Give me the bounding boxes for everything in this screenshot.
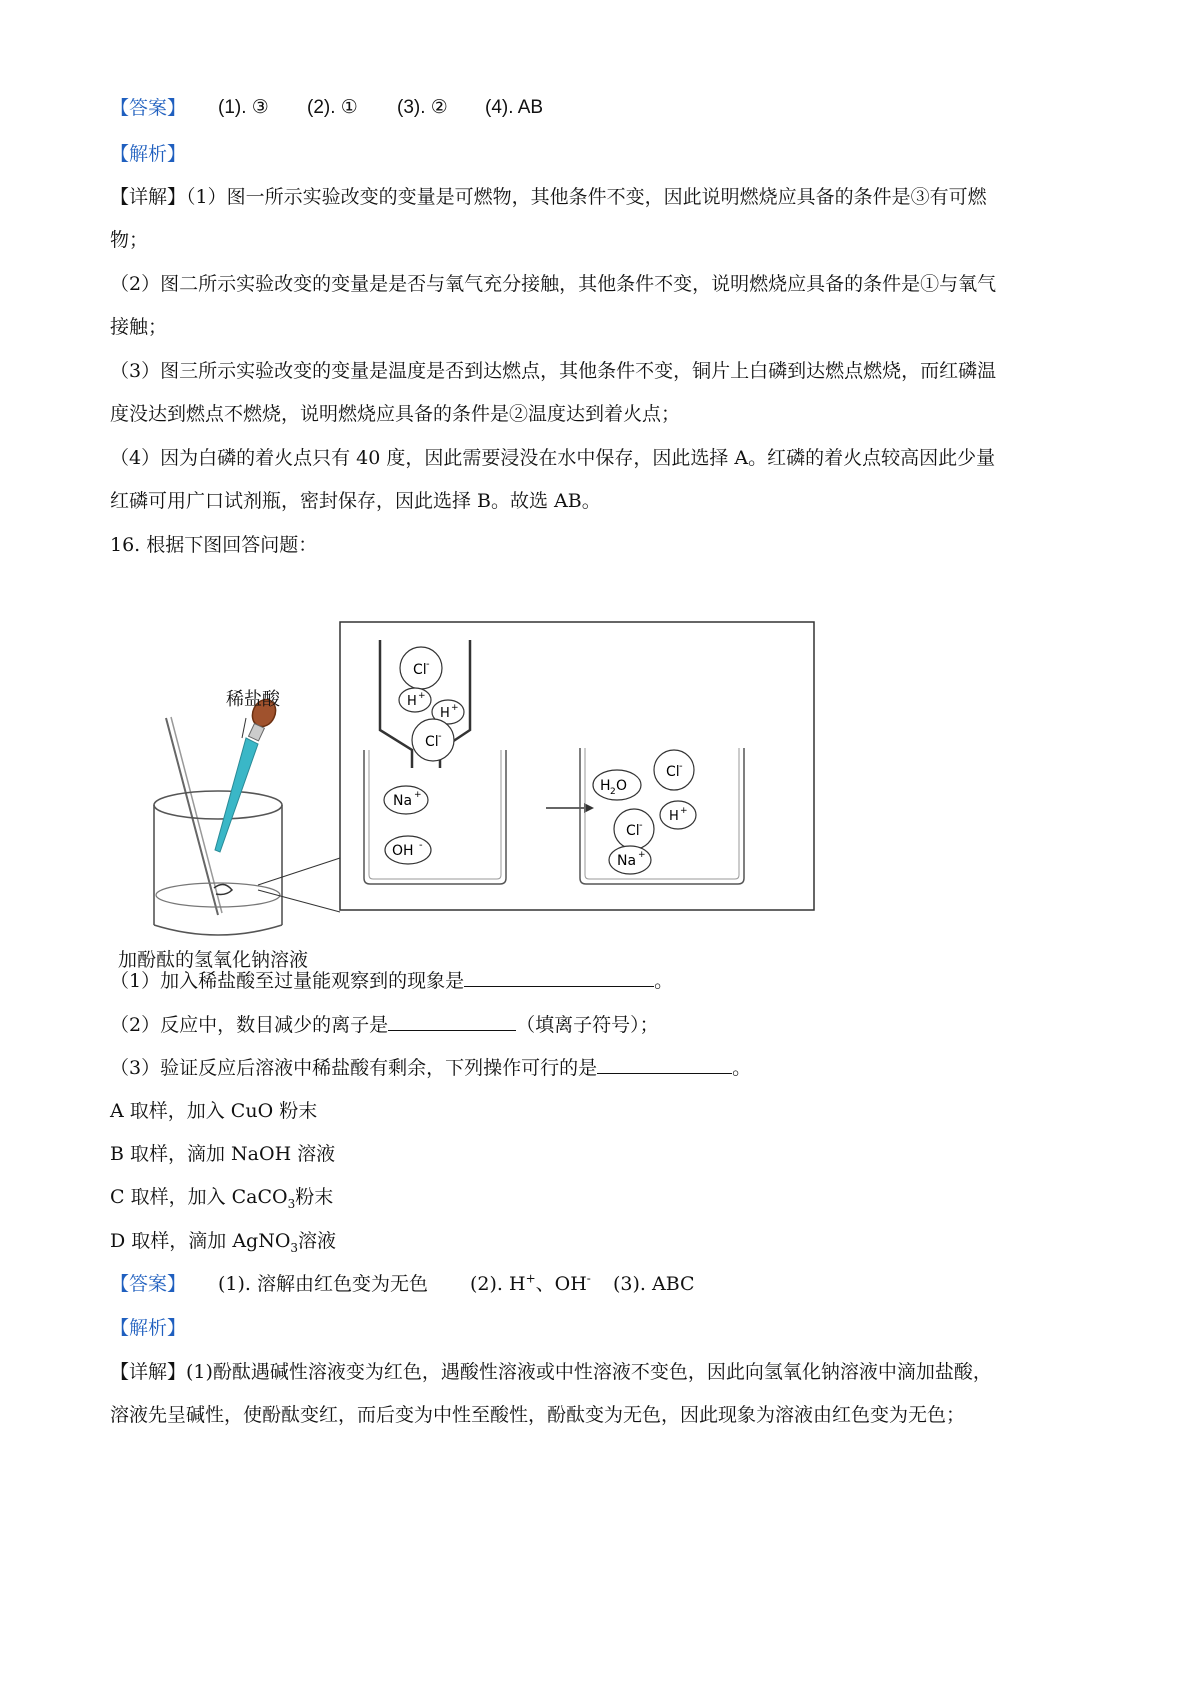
option-d: [110, 1229, 336, 1253]
q15-analysis-label: 【解析】: [110, 143, 187, 165]
glass-rod: [166, 718, 218, 915]
answer-label: 【答案】: [110, 1273, 187, 1295]
q15-answer-1: (1). ③: [218, 97, 269, 118]
ion-cl: [614, 809, 654, 849]
ion-cl: [654, 750, 694, 790]
svg-text:Cl: Cl: [425, 734, 439, 750]
q15-detail-1b: 物；: [110, 229, 149, 251]
q16-answer-1: (1). 溶解由红色变为无色: [218, 1273, 428, 1295]
svg-text:Cl: Cl: [626, 823, 640, 839]
q16-sub2-text: （2）反应中，数目减少的离子是: [110, 1014, 389, 1036]
svg-text:+: +: [451, 703, 459, 713]
zoom-line-top: [258, 858, 340, 885]
option-c: [110, 1185, 333, 1209]
ion-oh: [385, 836, 431, 864]
q16-sub3-text: （3）验证反应后溶液中稀盐酸有剩余，下列操作可行的是: [110, 1057, 598, 1079]
q15-detail-1a: [110, 185, 987, 209]
q15-answer-row: [110, 96, 544, 120]
q16-answer-3: (3). ABC: [613, 1273, 695, 1295]
q16-answer-2-sup1: +: [525, 1271, 536, 1286]
svg-text:2: 2: [610, 787, 616, 797]
q16-answer-2-sup2: -: [586, 1271, 591, 1286]
option-d-post: 溶液: [298, 1230, 337, 1252]
svg-text:H: H: [669, 809, 679, 824]
ion-na: [609, 846, 651, 874]
svg-text:-: -: [438, 731, 442, 742]
svg-text:+: +: [638, 850, 646, 860]
q15-answer-4: (4). AB: [485, 97, 544, 118]
q16-sub3-end: 。: [732, 1057, 752, 1079]
svg-text:-: -: [639, 820, 643, 831]
q15-detail-2b: 接触；: [110, 316, 168, 338]
q16-analysis-label: 【解析】: [110, 1317, 187, 1339]
q16-sub1: [110, 968, 673, 993]
q15-detail-2a: （2）图二所示实验改变的变量是是否与氧气充分接触，其他条件不变，说明燃烧应具备的条件是①与氧气: [110, 273, 997, 295]
q15-detail-4b: 红磷可用广口试剂瓶，密封保存，因此选择 B。故选 AB。: [110, 490, 601, 512]
q16-sub1-end: 。: [654, 970, 674, 992]
ion-cl: [400, 647, 442, 689]
detail-text: (1)酚酞遇碱性溶液变为红色，遇酸性溶液或中性溶液不变色，因此向氢氧化钠溶液中滴加盐酸，: [186, 1361, 992, 1383]
q15-detail-3a: （3）图三所示实验改变的变量是温度是否到达燃点，其他条件不变，铜片上白磷到达燃点燃烧，而红磷温: [110, 360, 997, 382]
svg-text:-: -: [426, 659, 430, 670]
answer-label: 【答案】: [110, 97, 187, 119]
svg-text:Na: Na: [393, 793, 413, 809]
option-b: B 取样，滴加 NaOH 溶液: [110, 1143, 336, 1165]
svg-text:-: -: [419, 840, 423, 851]
figure-caption: 加酚酞的氢氧化钠溶液: [118, 949, 309, 971]
answer-blank-2[interactable]: [388, 1012, 516, 1031]
svg-text:H: H: [440, 706, 450, 721]
q16-detail-1: [110, 1360, 992, 1384]
reaction-diagram: [118, 620, 818, 985]
detail-label: 【详解】: [110, 186, 187, 208]
svg-text:+: +: [680, 806, 688, 816]
answer-blank-1[interactable]: [464, 968, 654, 987]
detail-text: （1）图一所示实验改变的变量是可燃物，其他条件不变，因此说明燃烧应具备的条件是③有可燃: [186, 186, 987, 208]
q16-answer-row: [110, 1271, 695, 1296]
q15-detail-3b: 度没达到燃点不燃烧，说明燃烧应具备的条件是②温度达到着火点；: [110, 403, 681, 425]
option-d-text: D 取样，滴加 AgNO: [110, 1230, 291, 1252]
q15-answer-3: (3). ②: [397, 97, 448, 118]
label-dilute-hcl: 稀盐酸: [226, 689, 280, 710]
q16-answer-2-mid: 、OH: [535, 1273, 587, 1295]
answer-blank-3[interactable]: [597, 1055, 732, 1074]
q16-sub1-text: （1）加入稀盐酸至过量能观察到的现象是: [110, 970, 465, 992]
q16-answer-2: [470, 1272, 591, 1296]
q16-sub2-end: （填离子符号）；: [516, 1014, 659, 1036]
dropper: [215, 696, 280, 852]
svg-text:O: O: [616, 778, 628, 794]
ion-h: [399, 688, 431, 712]
svg-text:H: H: [600, 778, 611, 794]
q16-stem: 16. 根据下图回答问题：: [110, 534, 318, 556]
svg-text:+: +: [414, 790, 422, 800]
option-c-text: C 取样，加入 CaCO: [110, 1186, 288, 1208]
q16-answer-2-pre: (2). H: [470, 1273, 526, 1295]
ion-h: [660, 801, 696, 829]
option-d-sub: 3: [290, 1240, 299, 1255]
q15-answer-2: (2). ①: [307, 97, 358, 118]
detail-label: 【详解】: [110, 1361, 187, 1383]
svg-text:H: H: [407, 694, 417, 709]
svg-text:Na: Na: [617, 853, 637, 869]
molecule-h2o: [593, 770, 641, 800]
option-a: A 取样，加入 CuO 粉末: [110, 1100, 318, 1122]
q16-sub2: [110, 1012, 659, 1037]
q15-detail-4a: （4）因为白磷的着火点只有 40 度，因此需要浸没在水中保存，因此选择 A。红磷的着火点较高因此少量: [110, 447, 996, 469]
ion-na: [384, 786, 428, 814]
option-c-post: 粉末: [295, 1186, 334, 1208]
svg-text:Cl: Cl: [413, 662, 427, 678]
svg-text:OH: OH: [392, 843, 414, 859]
ion-cl: [412, 719, 454, 761]
svg-text:+: +: [418, 691, 426, 701]
svg-text:-: -: [679, 761, 683, 772]
svg-text:Cl: Cl: [666, 764, 680, 780]
option-c-sub: 3: [287, 1196, 296, 1211]
q16-sub3: [110, 1055, 751, 1080]
q16-detail-2: 溶液先呈碱性，使酚酞变红，而后变为中性至酸性，酚酞变为无色，因此现象为溶液由红色变为无色；: [110, 1404, 966, 1426]
